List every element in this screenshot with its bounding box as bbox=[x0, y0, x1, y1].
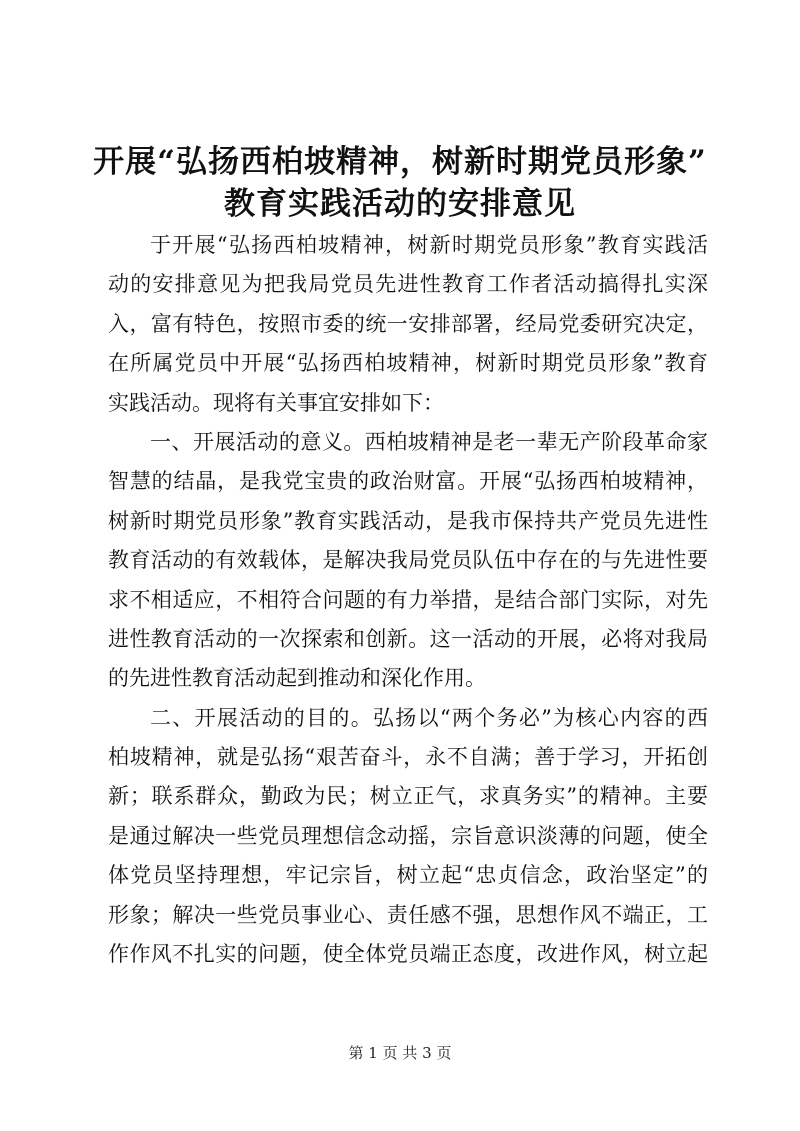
body-line: 于开展“弘扬西柏坡精神，树新时期党员形象”教育实践活 bbox=[150, 233, 708, 257]
body-line: 的先进性教育活动起到推动和深化作用。 bbox=[108, 666, 486, 691]
body-line: 实践活动。现将有关事宜安排如下： bbox=[108, 390, 444, 415]
body-line: 在所属党员中开展“弘扬西柏坡精神，树新时期党员形象”教育 bbox=[108, 351, 708, 376]
body-line: 智慧的结晶，是我党宝贵的政治财富。开展“弘扬西柏坡精神， bbox=[108, 469, 708, 494]
document-title-line-2: 教育实践活动的安排意见 bbox=[224, 186, 576, 222]
body-line: 作作风不扎实的问题，使全体党员端正态度，改进作风，树立起 bbox=[108, 942, 708, 967]
body-line: 教育活动的有效载体，是解决我局党员队伍中存在的与先进性要 bbox=[108, 548, 708, 573]
page-footer: 第 1 页 共 3 页 bbox=[348, 1044, 452, 1062]
body-line: 树新时期党员形象”教育实践活动，是我市保持共产党员先进性 bbox=[108, 508, 708, 533]
body-line: 动的安排意见为把我局党员先进性教育工作者活动搞得扎实深 bbox=[108, 272, 708, 297]
body-line: 一、开展活动的意义。西柏坡精神是老一辈无产阶段革命家 bbox=[150, 429, 708, 454]
document-title-line-1: 开展“弘扬西柏坡精神，树新时期党员形象” bbox=[93, 144, 707, 180]
document-body bbox=[108, 226, 708, 974]
body-line: 形象；解决一些党员事业心、责任感不强，思想作风不端正，工 bbox=[108, 902, 708, 927]
body-line: 入，富有特色，按照市委的统一安排部署，经局党委研究决定， bbox=[108, 311, 708, 336]
body-line: 进性教育活动的一次探索和创新。这一活动的开展，必将对我局 bbox=[108, 626, 708, 651]
body-line: 新；联系群众，勤政为民；树立正气，求真务实”的精神。主要 bbox=[108, 784, 708, 809]
body-line: 求不相适应，不相符合问题的有力举措，是结合部门实际，对先 bbox=[108, 587, 708, 612]
body-line: 是通过解决一些党员理想信念动摇，宗旨意识淡薄的问题，使全 bbox=[108, 823, 708, 848]
body-line: 二、开展活动的目的。弘扬以“两个务必”为核心内容的西 bbox=[150, 705, 708, 730]
body-line: 柏坡精神，就是弘扬“艰苦奋斗，永不自满；善于学习，开拓创 bbox=[108, 745, 708, 770]
body-line: 体党员坚持理想，牢记宗旨，树立起“忠贞信念，政治坚定”的 bbox=[108, 863, 708, 888]
